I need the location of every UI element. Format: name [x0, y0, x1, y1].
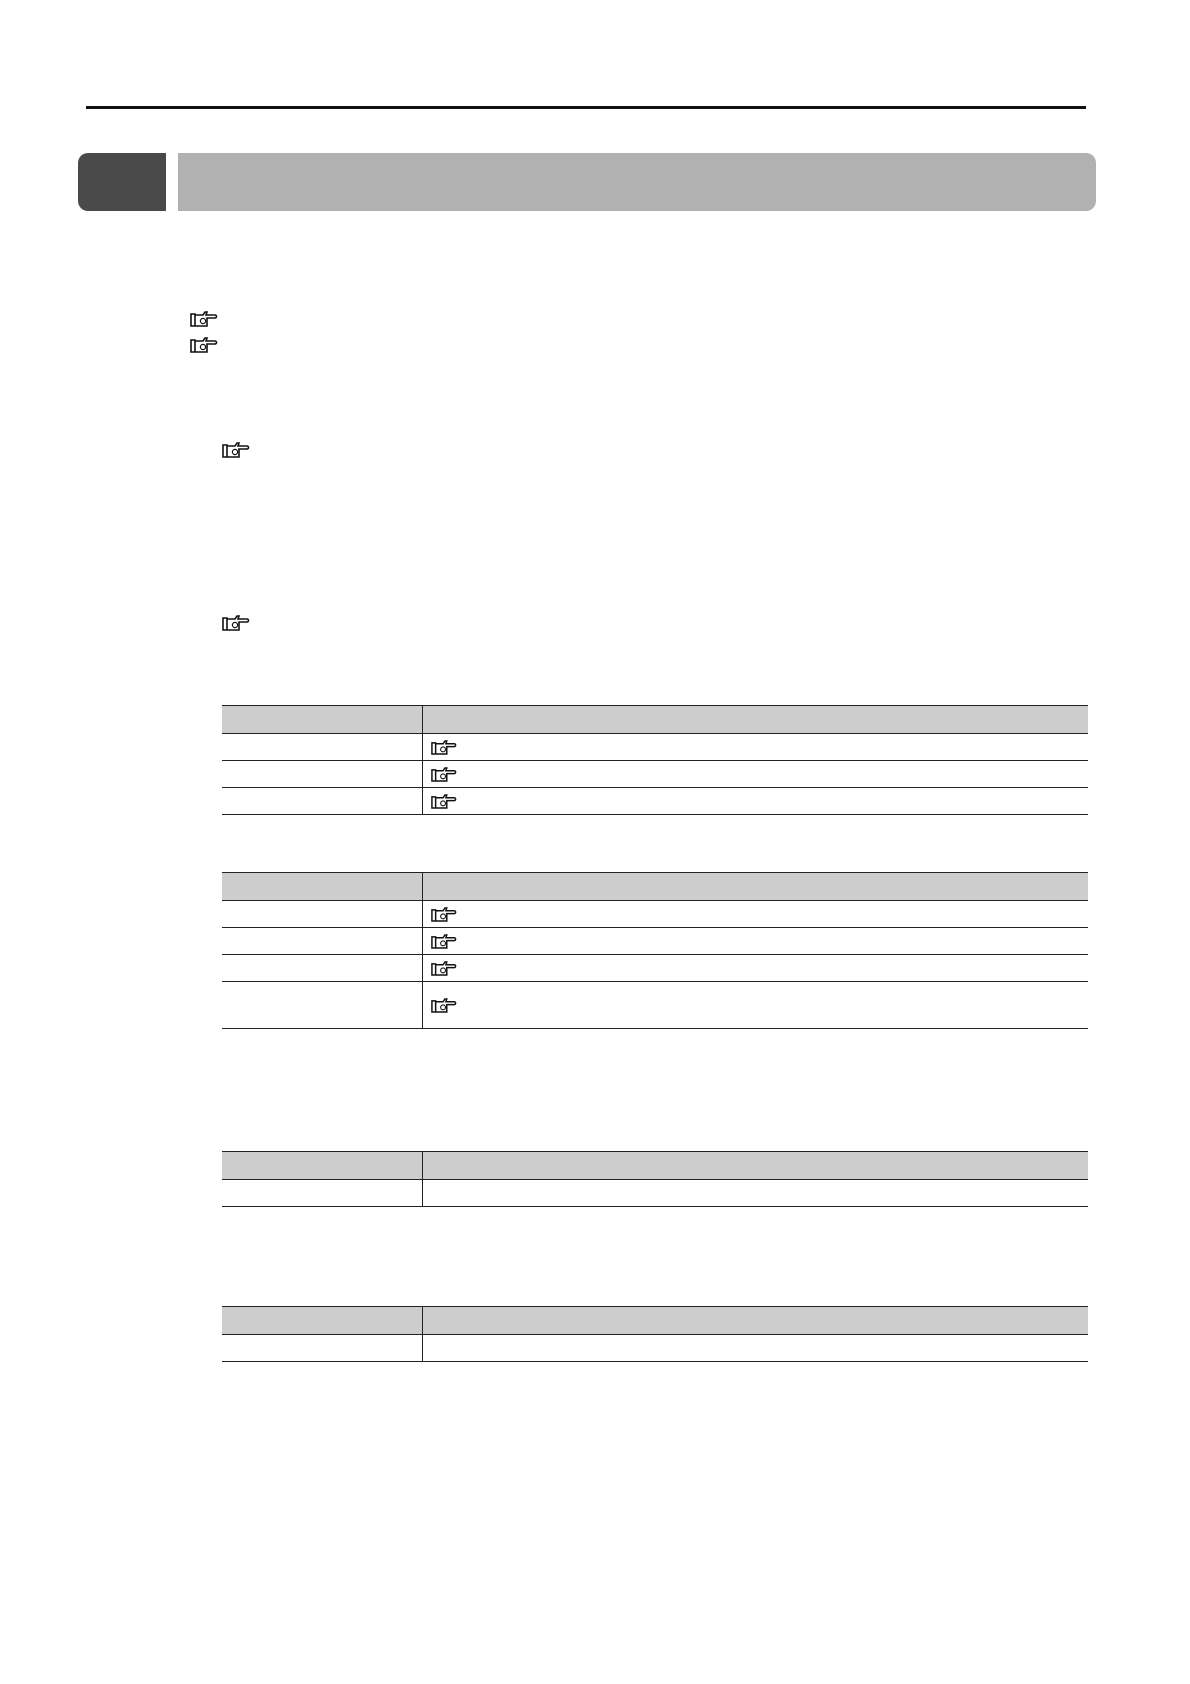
- table-row: [222, 901, 1088, 928]
- reference-table-3: [222, 1151, 1088, 1207]
- pointing-hand-icon[interactable]: [222, 441, 250, 459]
- table-cell: [222, 982, 422, 1029]
- table-cell: [222, 761, 422, 788]
- table-cell: [422, 982, 1088, 1029]
- table-header-cell: [422, 706, 1088, 734]
- table-cell: [422, 1180, 1088, 1207]
- table-cell: [222, 734, 422, 761]
- reference-table-4: [222, 1306, 1088, 1362]
- table-cell: [422, 734, 1088, 761]
- table-header-cell: [422, 1307, 1088, 1335]
- table-cell: [422, 955, 1088, 982]
- table-cell: [222, 901, 422, 928]
- table-row: [222, 1180, 1088, 1207]
- table-header-cell: [222, 1307, 422, 1335]
- table-cell: [422, 761, 1088, 788]
- pointing-hand-icon[interactable]: [431, 766, 457, 783]
- table-header-cell: [422, 873, 1088, 901]
- pointing-hand-icon[interactable]: [190, 310, 218, 328]
- pointing-hand-icon[interactable]: [431, 997, 457, 1014]
- table-cell: [222, 1180, 422, 1207]
- reference-table-1: [222, 705, 1088, 815]
- table-cell: [422, 788, 1088, 815]
- table-row: [222, 734, 1088, 761]
- section-title-bar: [178, 153, 1096, 211]
- pointing-hand-icon[interactable]: [222, 614, 250, 632]
- table-header-cell: [422, 1152, 1088, 1180]
- table-row: [222, 788, 1088, 815]
- pointing-hand-icon[interactable]: [431, 933, 457, 950]
- table-row: [222, 982, 1088, 1029]
- table-row: [222, 1335, 1088, 1362]
- table-row: [222, 955, 1088, 982]
- pointing-hand-icon[interactable]: [431, 739, 457, 756]
- table-cell: [422, 1335, 1088, 1362]
- table-cell: [222, 955, 422, 982]
- pointing-hand-icon[interactable]: [431, 793, 457, 810]
- header-rule: [86, 106, 1086, 109]
- table-header-cell: [222, 873, 422, 901]
- table-cell: [422, 901, 1088, 928]
- pointing-hand-icon[interactable]: [190, 336, 218, 354]
- table-cell: [222, 928, 422, 955]
- pointing-hand-icon[interactable]: [431, 960, 457, 977]
- reference-table-2: [222, 872, 1088, 1029]
- table-row: [222, 928, 1088, 955]
- pointing-hand-icon[interactable]: [431, 906, 457, 923]
- table-header-cell: [222, 706, 422, 734]
- table-header-cell: [222, 1152, 422, 1180]
- table-cell: [222, 1335, 422, 1362]
- table-cell: [222, 788, 422, 815]
- table-row: [222, 761, 1088, 788]
- section-number-tab: [78, 153, 166, 211]
- table-cell: [422, 928, 1088, 955]
